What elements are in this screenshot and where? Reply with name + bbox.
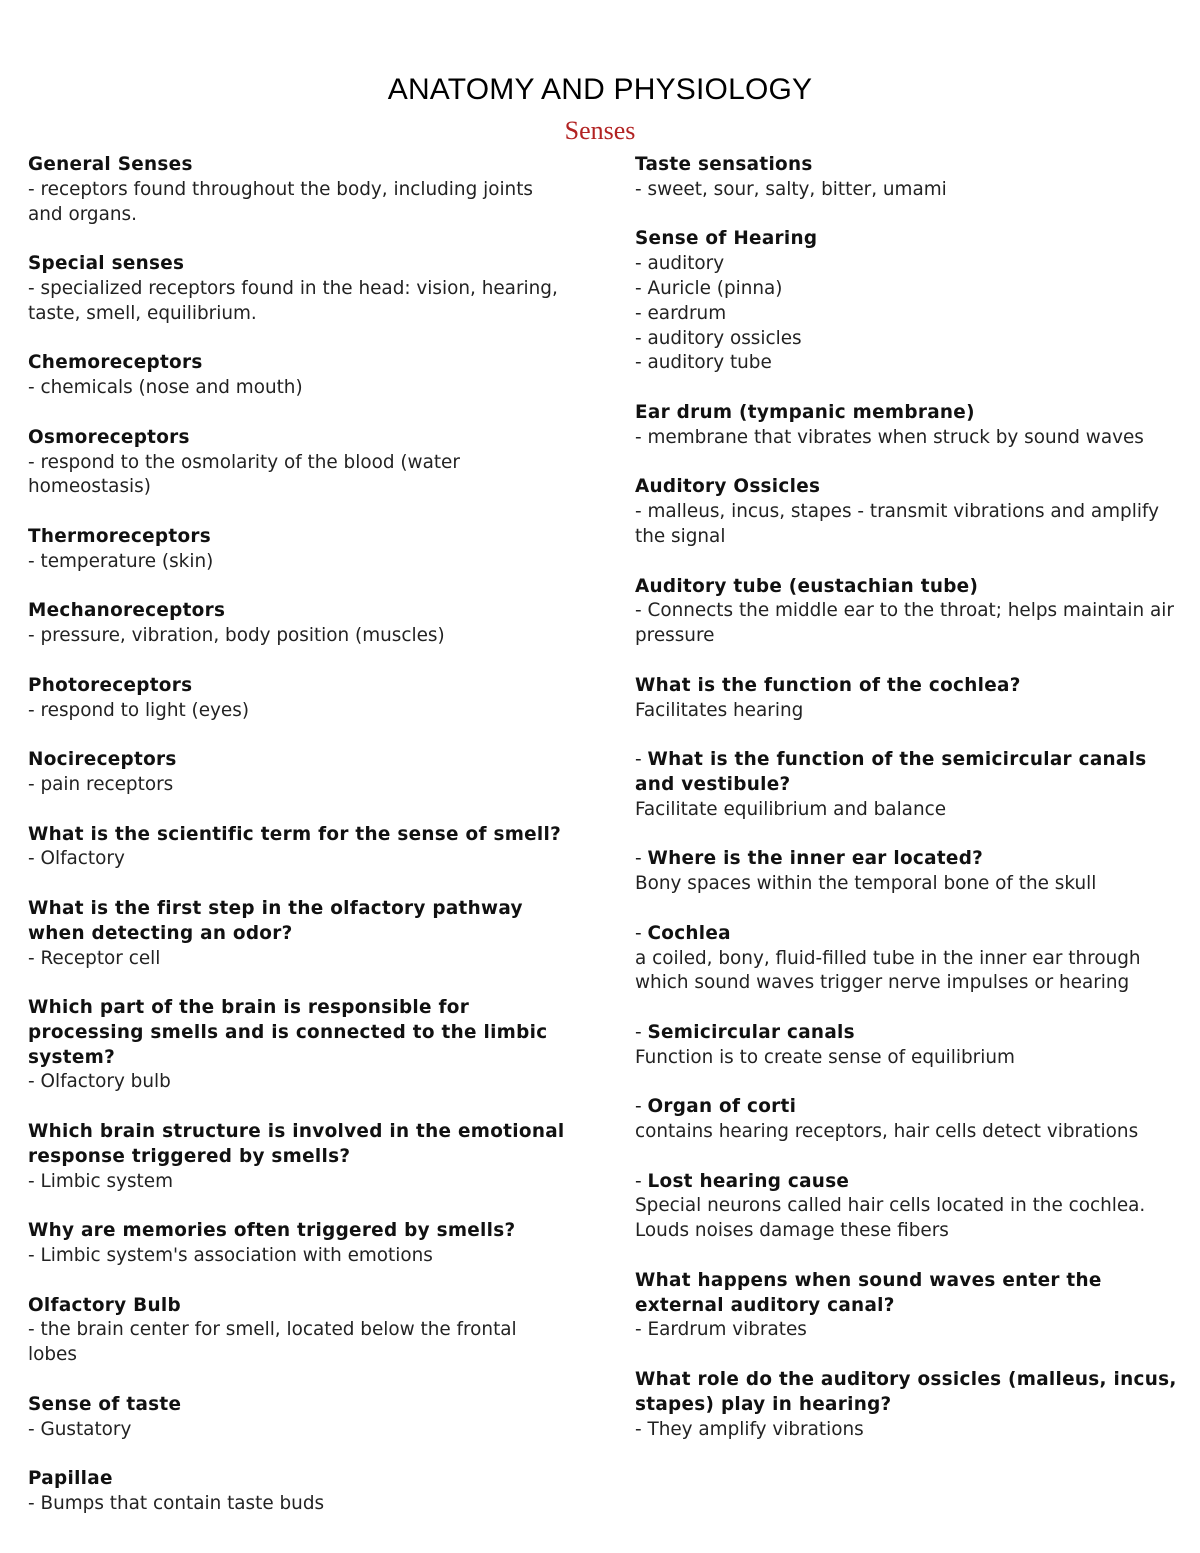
entry-definition: - Limbic system [28, 1170, 173, 1192]
entry-definition: a coiled, bony, fluid-filled tube in the inner ear through which sound waves trigger nerve impulses or hearing [635, 947, 1141, 994]
entry-prefix: - [635, 922, 648, 944]
entry-term: Sense of taste [28, 1393, 182, 1415]
entry-definition: - membrane that vibrates when struck by sound waves [635, 426, 1144, 448]
entry-prefix: - [635, 1096, 648, 1118]
entry-heading [28, 1219, 568, 1244]
entry-term: Auditory tube (eustachian tube) [635, 575, 979, 597]
entry-term: Olfactory Bulb [28, 1294, 181, 1316]
note-entry [635, 1269, 1180, 1343]
entry-heading [28, 1120, 568, 1170]
page-subtitle: Senses [564, 116, 636, 145]
note-entry [28, 1393, 568, 1443]
entry-term: Semicircular canals [647, 1021, 855, 1043]
entry-definition: - malleus, incus, stapes - transmit vibrations and amplify the signal [635, 501, 1159, 547]
entry-definition: - Eardrum vibrates [635, 1319, 807, 1341]
entry-prefix: - [635, 749, 648, 771]
note-entry [28, 1120, 568, 1194]
note-entry [635, 922, 1180, 996]
note-entry [28, 996, 568, 1095]
entry-heading [635, 847, 1180, 872]
entry-definition: - temperature (skin) [28, 550, 214, 572]
entry-definition: Facilitate equilibrium and balance [635, 798, 947, 820]
entry-term: Organ of corti [647, 1096, 797, 1118]
note-entry [28, 748, 568, 798]
entry-definition: - eardrum [635, 302, 727, 324]
entry-term: Nocireceptors [28, 749, 177, 771]
note-entry [635, 1095, 1180, 1145]
entry-definition: - Auricle (pinna) [635, 277, 783, 299]
entry-term: Chemoreceptors [28, 352, 203, 374]
entry-term: Sense of Hearing [635, 228, 818, 250]
entry-definition: - specialized receptors found in the head: vision, hearing, taste, smell, equilibrium. [28, 277, 558, 324]
entry-term: Lost hearing cause [647, 1170, 850, 1192]
entry-heading [28, 674, 568, 699]
entry-definition: - Connects the middle ear to the throat; helps maintain air pressure [635, 600, 1174, 647]
entry-term: Why are memories often triggered by smells? [28, 1220, 516, 1242]
note-entry [28, 351, 568, 401]
entry-heading [28, 426, 568, 451]
note-entry [635, 1021, 1180, 1071]
note-entry [28, 426, 568, 500]
note-entry [635, 1368, 1180, 1442]
entry-heading [28, 252, 568, 277]
entry-term: What happens when sound waves enter the external auditory canal? [635, 1269, 1102, 1316]
entry-heading [635, 748, 1180, 798]
entry-definition: - auditory [635, 253, 725, 275]
entry-term: General Senses [28, 154, 193, 175]
entry-definition: Special neurons called hair cells located in the cochlea. Louds noises damage these fibers [635, 1195, 1146, 1242]
entry-term: Photoreceptors [28, 674, 193, 696]
entry-heading [28, 996, 568, 1070]
note-entry [635, 153, 1180, 203]
entry-heading [28, 897, 568, 947]
entry-term: Where is the inner ear located? [647, 848, 984, 870]
entry-prefix: - [635, 1021, 648, 1043]
note-entry [635, 227, 1180, 376]
note-entry [635, 674, 1180, 724]
entry-definition: - auditory ossicles [635, 327, 802, 349]
note-entry [28, 599, 568, 649]
entry-heading [28, 599, 568, 624]
entry-definition: Function is to create sense of equilibrium [635, 1046, 1015, 1068]
entry-heading [635, 1269, 1180, 1319]
entry-heading [635, 674, 1180, 699]
entry-term: What role do the auditory ossicles (malleus, incus, stapes) play in hearing? [635, 1369, 1177, 1415]
note-entry [635, 575, 1180, 649]
entry-term: Papillae [28, 1468, 113, 1490]
left-column [28, 153, 568, 1542]
note-entry [28, 823, 568, 873]
note-entry [635, 475, 1180, 549]
note-entry [28, 252, 568, 326]
entry-definition: - Bumps that contain taste buds [28, 1493, 325, 1515]
entry-definition: Facilitates hearing [635, 699, 804, 721]
entry-definition: - pressure, vibration, body position (muscles) [28, 625, 445, 647]
note-entry [635, 847, 1180, 897]
entry-term: What is the scientific term for the sense of smell? [28, 823, 562, 845]
note-entry [28, 897, 568, 971]
entry-definition: - pain receptors [28, 773, 174, 795]
entry-definition: - respond to the osmolarity of the blood (water homeostasis) [28, 451, 460, 498]
note-entry [28, 674, 568, 724]
entry-term: Which brain structure is involved in the emotional response triggered by smells? [28, 1121, 565, 1167]
entry-heading [635, 1170, 1180, 1195]
entry-definition: - chemicals (nose and mouth) [28, 377, 303, 399]
entry-heading [635, 1021, 1180, 1046]
entry-heading [635, 1368, 1180, 1418]
note-entry [28, 1467, 568, 1517]
entry-heading [28, 1393, 568, 1418]
entry-term: Cochlea [647, 922, 731, 944]
entry-heading [28, 748, 568, 773]
entry-definition: - sweet, sour, salty, bitter, umami [635, 178, 947, 200]
entry-heading [28, 1294, 568, 1319]
entry-heading [28, 823, 568, 848]
entry-definition: - Limbic system's association with emotions [28, 1245, 433, 1267]
entry-definition: - Receptor cell [28, 947, 161, 969]
entry-term: Auditory Ossicles [635, 476, 821, 498]
note-entry [635, 1170, 1180, 1244]
note-entry [28, 1219, 568, 1269]
entry-heading [28, 351, 568, 376]
entry-definition: - They amplify vibrations [635, 1418, 864, 1440]
entry-term: Which part of the brain is responsible for processing smells and is connected to the limbic system? [28, 997, 548, 1068]
entry-term: Thermoreceptors [28, 525, 212, 547]
entry-prefix: - [635, 848, 648, 870]
entry-heading [635, 1095, 1180, 1120]
entry-definition: - the brain center for smell, located below the frontal lobes [28, 1319, 517, 1366]
entry-heading [635, 475, 1180, 500]
entry-heading [635, 922, 1180, 947]
entry-definition: - Gustatory [28, 1418, 132, 1440]
right-column [635, 153, 1180, 1467]
entry-term: Osmoreceptors [28, 426, 190, 448]
entry-definition: - receptors found throughout the body, including joints and organs. [28, 178, 534, 225]
entry-heading [28, 525, 568, 550]
entry-term: Special senses [28, 253, 185, 275]
page-title: ANATOMY AND PHYSIOLOGY [387, 73, 813, 106]
entry-definition: - Olfactory [28, 848, 125, 870]
entry-prefix: - [635, 1170, 648, 1192]
note-entry [28, 153, 568, 227]
entry-term: Taste sensations [635, 154, 813, 175]
entry-term: What is the function of the semicircular canals and vestibule? [635, 749, 1147, 795]
entry-term: What is the function of the cochlea? [635, 674, 1021, 696]
entry-term: What is the first step in the olfactory pathway when detecting an odor? [28, 897, 523, 944]
entry-definition: Bony spaces within the temporal bone of the skull [635, 873, 1097, 895]
entry-definition: - auditory tube [635, 352, 772, 374]
entry-heading [28, 153, 568, 178]
note-entry [28, 1294, 568, 1368]
entry-definition: - respond to light (eyes) [28, 699, 249, 721]
entry-heading [28, 1467, 568, 1492]
entry-term: Mechanoreceptors [28, 600, 226, 622]
entry-term: Ear drum (tympanic membrane) [635, 401, 975, 423]
entry-heading [635, 153, 1180, 178]
entry-definition: - Olfactory bulb [28, 1071, 171, 1093]
note-entry [28, 525, 568, 575]
note-entry [635, 748, 1180, 822]
entry-heading [635, 401, 1180, 426]
note-entry [635, 401, 1180, 451]
entry-definition: contains hearing receptors, hair cells detect vibrations [635, 1121, 1139, 1143]
entry-heading [635, 227, 1180, 252]
entry-heading [635, 575, 1180, 600]
